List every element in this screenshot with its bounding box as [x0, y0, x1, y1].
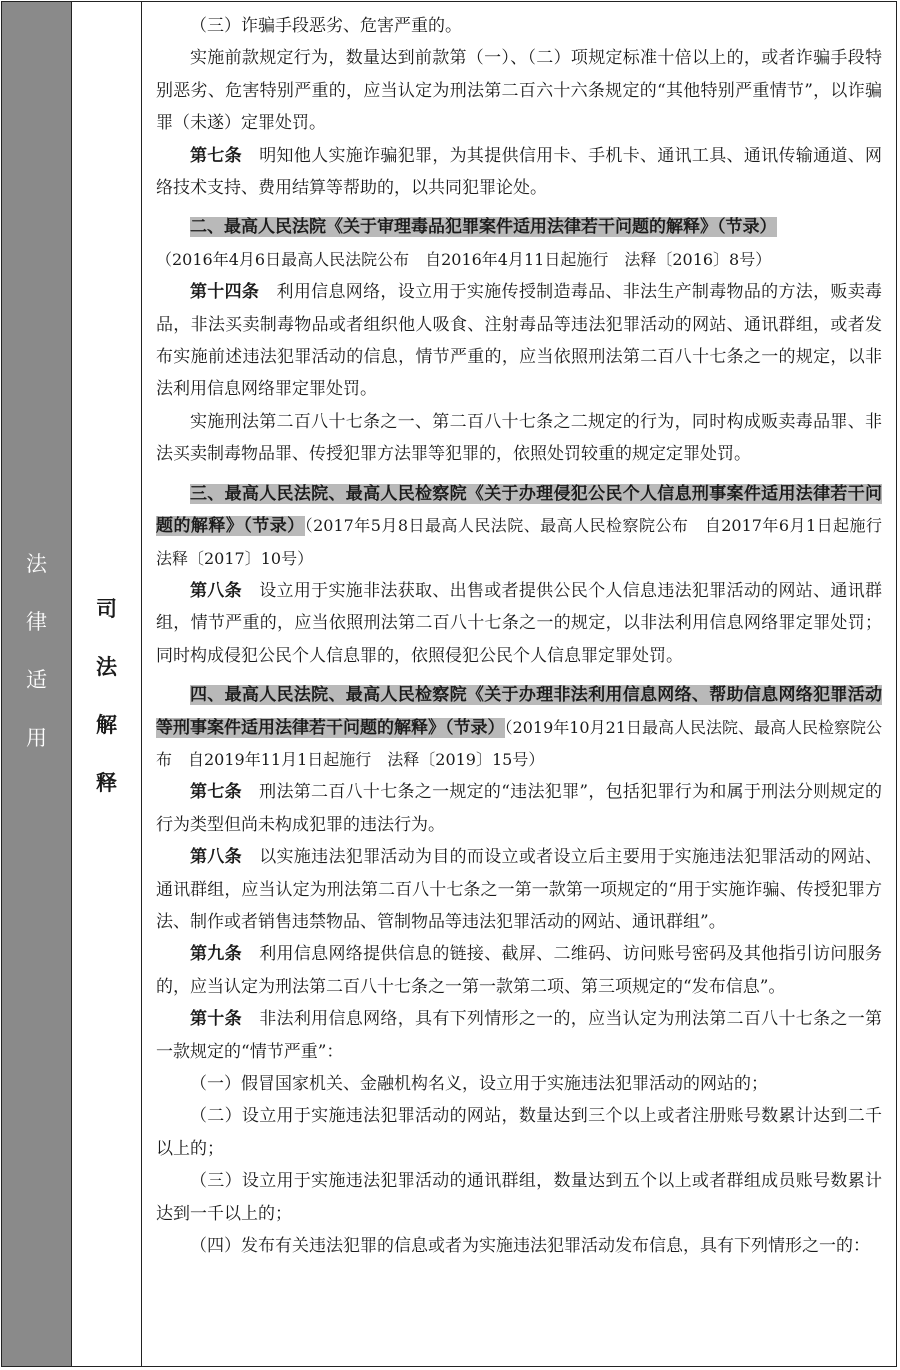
subcategory-column — [72, 2, 142, 1366]
section-title: 二、最高人民法院《关于审理毒品犯罪案件适用法律若干问题的解释》（节录） — [190, 217, 777, 238]
category-char: 律 — [26, 610, 47, 634]
section-source: （2019年10月21日最高人民法院、最高人民检察院公布 自2019年11月1日起施行 法释〔2019〕15号） — [156, 717, 882, 769]
article-text: 设立用于实施非法获取、出售或者提供公民个人信息违法犯罪活动的网站、通讯群组，情节严重的，应当依照刑法第二百八十七条之一的规定，以非法利用信息网络罪定罪处罚；同时构成侵犯公民个人信息罪的，依照侵犯公民个人信息罪定罪处罚。 — [156, 580, 883, 666]
section-title: 三、最高人民法院、最高人民检察院《关于办理侵犯公民个人信息刑事案件适用法律若干问题的解释》（节录） — [156, 483, 882, 537]
category-char: 用 — [26, 726, 47, 750]
subcategory-char: 司 — [96, 597, 117, 621]
article-number: 第九条 — [190, 944, 242, 965]
list-item: （二）设立用于实施违法犯罪活动的网站，数量达到三个以上或者注册账号数累计达到二千以上的； — [156, 1106, 882, 1159]
section-title-paragraph — [156, 211, 882, 243]
paragraph — [156, 276, 882, 406]
article-text: 非法利用信息网络，具有下列情形之一的，应当认定为刑法第二百八十七条之一第一款规定的“情节严重”： — [156, 1009, 883, 1062]
article-number: 第七条 — [190, 782, 242, 803]
paragraph: （三）诈骗手段恶劣、危害严重的。 — [190, 16, 462, 36]
paragraph — [156, 841, 882, 938]
paragraph: 实施刑法第二百八十七条之一、第二百八十七条之二规定的行为，同时构成贩卖毒品罪、非法买卖制毒物品罪、传授犯罪方法罪等犯罪的，依照处罚较重的规定定罪处罚。 — [156, 411, 882, 465]
paragraph — [156, 575, 882, 672]
document-page — [1, 1, 897, 1367]
article-number: 第八条 — [190, 847, 242, 868]
category-char: 法 — [26, 552, 47, 576]
subcategory-char: 解 — [96, 713, 117, 737]
list-item: （四）发布有关违法犯罪的信息或者为实施违法犯罪活动发布信息，具有下列情形之一的： — [190, 1236, 870, 1257]
list-item: （三）设立用于实施违法犯罪活动的通讯群组，数量达到五个以上或者群组成员账号数累计达到一千以上的； — [156, 1171, 882, 1224]
paragraph — [156, 1003, 882, 1068]
article-number: 第八条 — [190, 580, 242, 601]
article-text: 明知他人实施诈骗犯罪，为其提供信用卡、手机卡、通讯工具、通讯传输通道、网络技术支持、费用结算等帮助的，以共同犯罪论处。 — [156, 145, 883, 199]
section-source: （2017年5月8日最高人民法院、最高人民检察院公布 自2017年6月1日起施行 法释〔2017〕10号） — [156, 516, 899, 568]
article-text: 刑法第二百八十七条之一规定的“违法犯罪”，包括犯罪行为和属于刑法分则规定的行为类型但尚未构成犯罪的违法行为。 — [156, 782, 882, 835]
article-text: 利用信息网络，设立用于实施传授制造毒品、非法生产制毒物品的方法，贩卖毒品，非法买卖制毒物品或者组织他人吸食、注射毒品等违法犯罪活动的网站、通讯群组，或者发布实施前述违法犯罪活动的信息，情节严重的，应当依照刑法第二百八十七条之一的规定，以非法利用信息网络罪定罪处罚。 — [156, 282, 883, 400]
article-number: 第七条 — [190, 145, 242, 166]
subcategory-char: 释 — [96, 771, 117, 795]
section-title-paragraph — [156, 478, 899, 575]
article-text: 以实施违法犯罪活动为目的而设立或者设立后主要用于实施违法犯罪活动的网站、通讯群组，应当认定为刑法第二百八十七条之一第一款第一项规定的“用于实施诈骗、传授犯罪方法、制作或者销售违禁物品、管制物品等违法犯罪活动的网站、通讯群组”。 — [156, 847, 883, 932]
article-text: 利用信息网络提供信息的链接、截屏、二维码、访问账号密码及其他指引访问服务的，应当认定为刑法第二百八十七条之一第一款第二项、第三项规定的“发布信息”。 — [156, 944, 883, 997]
section-title-paragraph — [156, 679, 882, 776]
category-label — [2, 547, 71, 779]
category-column — [2, 2, 72, 1366]
section-title: 四、最高人民法院、最高人民检察院《关于办理非法利用信息网络、帮助信息网络犯罪活动等刑事案件适用法律若干问题的解释》（节录） — [156, 685, 882, 738]
paragraph — [156, 776, 882, 841]
paragraph — [156, 140, 882, 205]
article-number: 第十条 — [190, 1009, 242, 1030]
subcategory-label — [72, 592, 141, 824]
article-number: 第十四条 — [190, 282, 260, 303]
category-char: 适 — [26, 668, 47, 692]
list-item: （一）假冒国家机关、金融机构名义，设立用于实施违法犯罪活动的网站的； — [190, 1074, 768, 1094]
paragraph — [156, 938, 882, 1003]
content-column — [142, 2, 899, 1366]
paragraph: 实施前款规定行为，数量达到前款第（一）、（二）项规定标准十倍以上的，或者诈骗手段特别恶劣、危害特别严重的，应当认定为刑法第二百六十六条规定的“其他特别严重情节”，以诈骗罪（未遂）定罪处罚。 — [156, 48, 882, 134]
section-source: （2016年4月6日最高人民法院公布 自2016年4月11日起施行 法释〔2016〕8号） — [156, 249, 772, 269]
subcategory-char: 法 — [96, 655, 117, 679]
